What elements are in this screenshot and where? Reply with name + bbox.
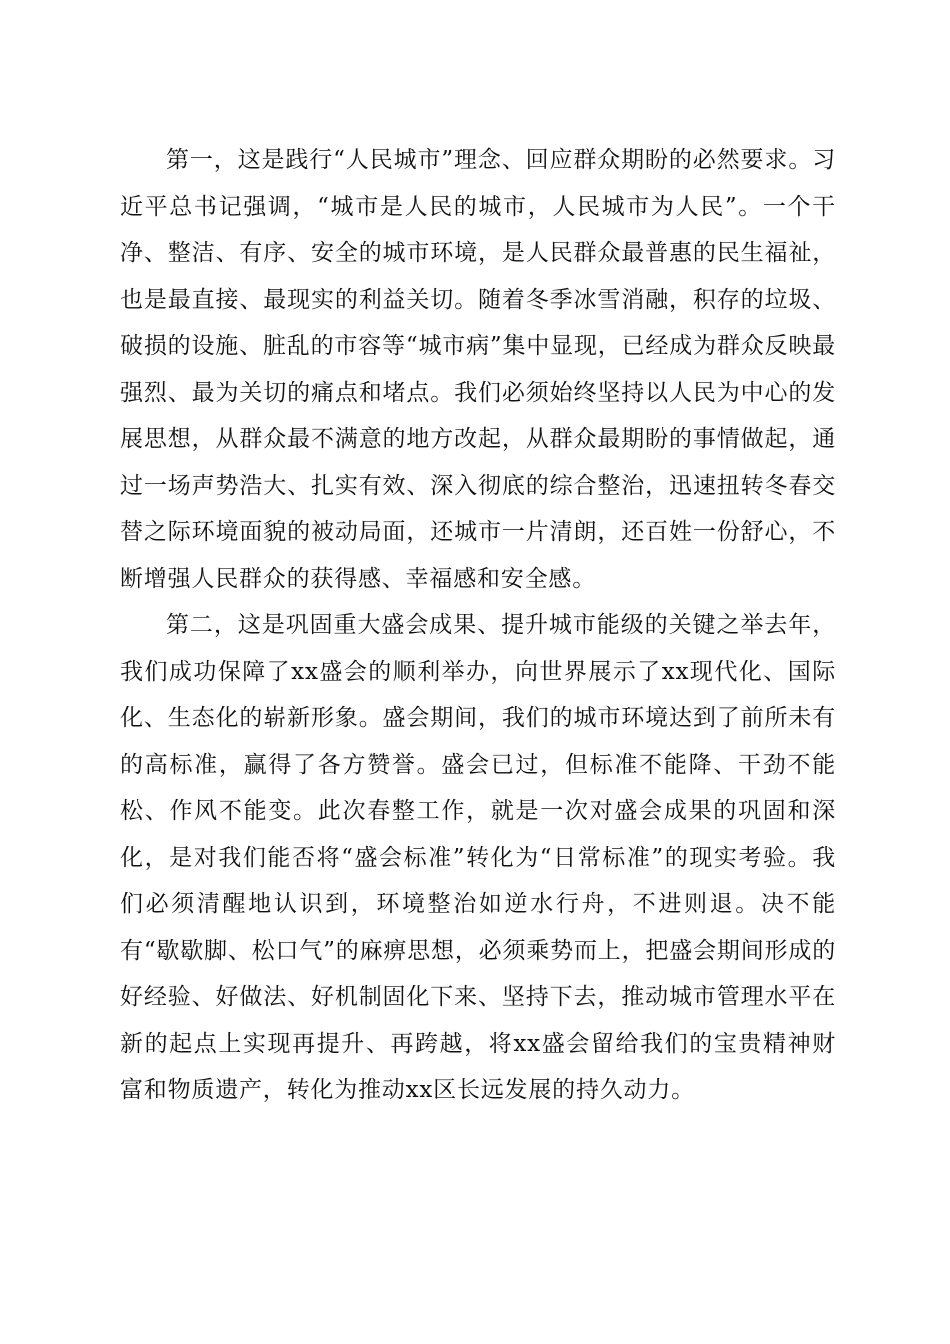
paragraph-first: 第一，这是践行“人民城市”理念、回应群众期盼的必然要求。习近平总书记强调，“城市是人民的城市，人民城市为人民”。一个干净、整洁、有序、安全的城市环境，是人民群众最普惠的民生福祉，也是最直接、最现实的利益关切。随着冬季冰雪消融，积存的垃圾、破损的设施、脏乱的市容等“城市病”集中显现，已经成为群众反映最强烈、最为关切的痛点和堵点。我们必须始终坚持以人民为中心的发展思想，从群众最不满意的地方改起，从群众最期盼的事情做起，通过一场声势浩大、扎实有效、深入彻底的综合整治，迅速扭转冬春交替之际环境面貌的被动局面，还城市一片清朗，还百姓一份舒心，不断增强人民群众的获得感、幸福感和安全感。 [120,147,836,592]
document-body [120,137,836,1114]
paragraph-second: 第二，这是巩固重大盛会成果、提升城市能级的关键之举去年，我们成功保障了xx盛会的顺利举办，向世界展示了xx现代化、国际化、生态化的崭新形象。盛会期间，我们的城市环境达到了前所未有的高标准，赢得了各方赞誉。盛会已过，但标准不能降、干劲不能松、作风不能变。此次春整工作，就是一次对盛会成果的巩固和深化，是对我们能否将“盛会标准”转化为“日常标准”的现实考验。我们必须清醒地认识到，环境整治如逆水行舟，不进则退。决不能有“歇歇脚、松口气”的麻痹思想，必须乘势而上，把盛会期间形成的好经验、好做法、好机制固化下来、坚持下去，推动城市管理水平在新的起点上实现再提升、再跨越，将xx盛会留给我们的宝贵精神财富和物质遗产，转化为推动xx区长远发展的持久动力。 [120,612,836,1103]
